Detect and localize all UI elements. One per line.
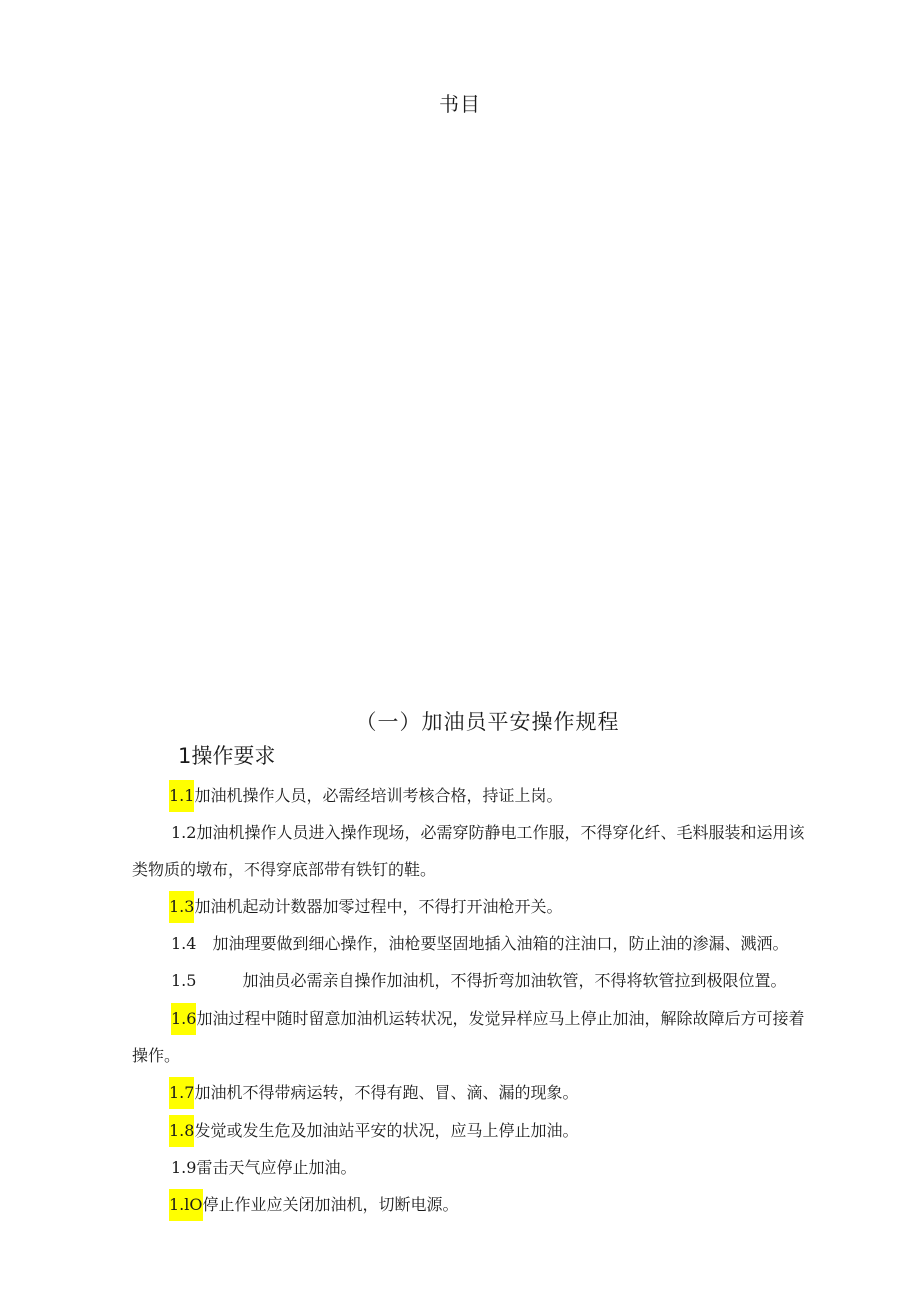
item-text: 加油机不得带病运转，不得有跑、冒、滴、漏的现象。 [194, 1083, 579, 1102]
item-number: 1.7 [169, 1077, 194, 1109]
list-item [169, 786, 562, 806]
item-text: 发觉或发生危及加油站平安的状况，应马上停止加油。 [194, 1121, 579, 1140]
list-item [169, 1195, 459, 1215]
list-item-continuation: 类物质的墩布，不得穿底部带有铁钉的鞋。 [132, 860, 437, 879]
item-number: 1.6 [171, 1003, 196, 1035]
list-item [171, 823, 804, 843]
list-item [171, 1009, 804, 1029]
list-item [169, 897, 562, 917]
list-item [171, 934, 788, 954]
item-number: 1.8 [169, 1115, 194, 1147]
item-text: 停止作业应关闭加油机，切断电源。 [202, 1195, 459, 1214]
item-text: 加油机操作人员，必需经培训考核合格，持证上岗。 [194, 786, 563, 805]
item-number: 1.4 [171, 934, 197, 953]
list-item [169, 1121, 578, 1141]
list-item [169, 1083, 578, 1103]
item-text: 加油机起动计数器加零过程中，不得打开油枪开关。 [194, 897, 563, 916]
item-text: 加油机操作人员进入操作现场，必需穿防静电工作服，不得穿化纤、毛料服装和运用该 [196, 823, 805, 842]
item-text: 雷击天气应停止加油。 [196, 1158, 357, 1177]
item-number: 1.3 [169, 891, 194, 923]
list-item-continuation: 操作。 [132, 1046, 181, 1065]
list-item [171, 971, 786, 991]
section-title: （一）加油员平安操作规程 [355, 710, 620, 734]
item-number: 1.lO [169, 1189, 203, 1221]
item-number: 1.5 [171, 971, 197, 990]
item-text: 加油员必需亲自操作加油机，不得折弯加油软管，不得将软管拉到极限位置。 [242, 971, 787, 990]
section-heading: 1操作要求 [178, 744, 276, 768]
item-number: 1.2 [171, 823, 197, 842]
item-text: 加油过程中随时留意加油机运转状况，发觉异样应马上停止加油，解除故障后方可接着 [196, 1009, 805, 1028]
item-number: 1.9 [171, 1158, 197, 1177]
item-number: 1.1 [169, 780, 194, 812]
list-item [171, 1158, 356, 1178]
toc-title: 书目 [439, 92, 481, 116]
item-text: 加油理要做到细心操作，油枪要坚固地插入油箱的注油口，防止油的渗漏、溅洒。 [212, 934, 789, 953]
